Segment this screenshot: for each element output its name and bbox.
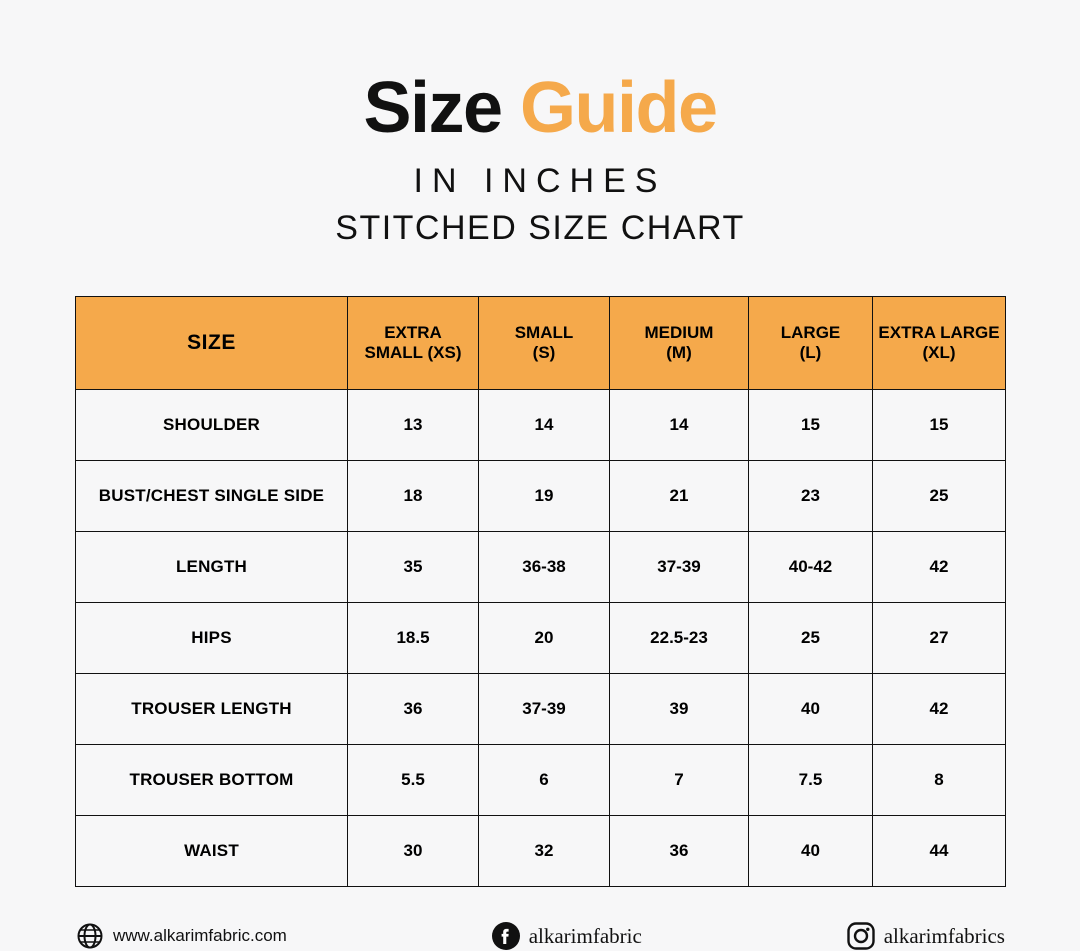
cell-shoulder-l: 15 [749,390,873,461]
cell-shoulder-xs: 13 [348,390,479,461]
cell-length-l: 40-42 [749,532,873,603]
cell-bust-l: 23 [749,461,873,532]
row-label-trouser-bottom: TROUSER BOTTOM [76,745,348,816]
row-label-length: LENGTH [76,532,348,603]
cell-shoulder-s: 14 [479,390,610,461]
cell-length-xl: 42 [873,532,1006,603]
page-title-part-b: Guide [520,68,717,148]
column-header-l-line1: LARGE [780,323,841,343]
subtitle-units: IN INCHES [413,162,667,200]
column-header-s [479,297,610,390]
cell-bust-xl: 25 [873,461,1006,532]
row-label-hips: HIPS [76,603,348,674]
subtitle-chart-type: STITCHED SIZE CHART [335,209,745,247]
cell-length-m: 37-39 [610,532,749,603]
cell-bust-s: 19 [479,461,610,532]
instagram-icon [846,921,876,951]
page-title [0,68,1080,148]
cell-trouser-length-s: 37-39 [479,674,610,745]
facebook-icon [491,921,521,951]
cell-hips-l: 25 [749,603,873,674]
footer-instagram-label: alkarimfabrics [883,923,1005,948]
column-header-s-line2: (S) [532,343,556,362]
cell-length-s: 36-38 [479,532,610,603]
footer-instagram[interactable] [846,921,1005,951]
cell-trouser-length-m: 39 [610,674,749,745]
cell-trouser-length-xs: 36 [348,674,479,745]
column-header-size [76,297,348,390]
column-header-xs-line1: EXTRA [384,323,442,343]
title-block [0,0,1080,248]
cell-trouser-length-l: 40 [749,674,873,745]
footer-facebook[interactable] [491,921,642,951]
table-row [76,674,1006,745]
cell-waist-xl: 44 [873,816,1006,887]
cell-trouser-length-xl: 42 [873,674,1006,745]
row-label-waist: WAIST [76,816,348,887]
column-header-xl [873,297,1006,390]
footer [75,921,1005,951]
cell-trouser-bottom-xl: 8 [873,745,1006,816]
cell-waist-m: 36 [610,816,749,887]
table-header [76,297,1006,390]
size-table-wrapper [75,296,1005,887]
table-row [76,745,1006,816]
column-header-m-line1: MEDIUM [644,323,714,343]
column-header-s-line1: SMALL [514,323,574,343]
footer-website[interactable] [75,921,287,951]
table-header-row [76,297,1006,390]
table-row [76,603,1006,674]
column-header-xl-line2: (XL) [922,343,956,362]
table-row [76,390,1006,461]
cell-shoulder-xl: 15 [873,390,1006,461]
cell-waist-xs: 30 [348,816,479,887]
cell-hips-s: 20 [479,603,610,674]
column-header-m [610,297,749,390]
footer-facebook-label: alkarimfabric [528,923,642,948]
size-chart-table [75,296,1006,887]
column-header-m-line2: (M) [666,343,692,362]
row-label-shoulder: SHOULDER [76,390,348,461]
column-header-l [749,297,873,390]
column-header-xs-line2: SMALL (XS) [364,343,462,362]
cell-trouser-bottom-xs: 5.5 [348,745,479,816]
table-row [76,461,1006,532]
cell-hips-xl: 27 [873,603,1006,674]
cell-bust-m: 21 [610,461,749,532]
row-label-bust-chest: BUST/CHEST SINGLE SIDE [76,461,348,532]
column-header-xl-line1: EXTRA LARGE [878,323,1000,343]
table-body [76,390,1006,887]
footer-website-label: www.alkarimfabric.com [113,926,287,945]
cell-waist-l: 40 [749,816,873,887]
page-title-part-a: Size [363,68,502,148]
cell-waist-s: 32 [479,816,610,887]
row-label-trouser-length: TROUSER LENGTH [76,674,348,745]
table-row [76,532,1006,603]
column-header-xs [348,297,479,390]
cell-length-xs: 35 [348,532,479,603]
cell-trouser-bottom-s: 6 [479,745,610,816]
table-row [76,816,1006,887]
column-header-l-line2: (L) [799,343,822,362]
cell-hips-xs: 18.5 [348,603,479,674]
globe-icon [75,921,105,951]
cell-shoulder-m: 14 [610,390,749,461]
cell-trouser-bottom-l: 7.5 [749,745,873,816]
cell-bust-xs: 18 [348,461,479,532]
cell-trouser-bottom-m: 7 [610,745,749,816]
cell-hips-m: 22.5-23 [610,603,749,674]
column-header-size-label: SIZE [187,330,236,354]
